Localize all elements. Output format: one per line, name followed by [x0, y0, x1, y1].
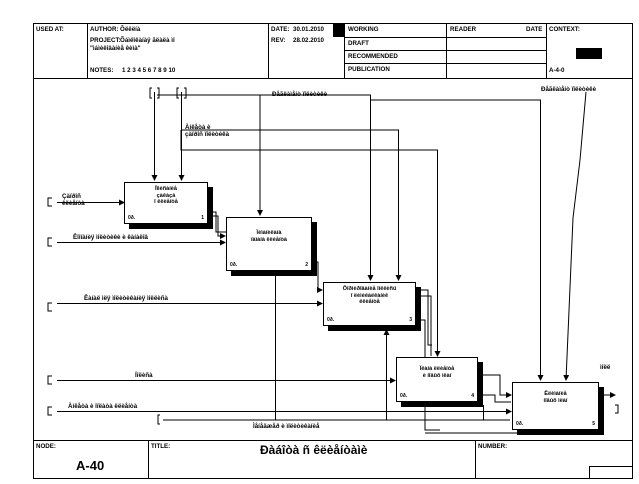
node-value: A-40 [76, 458, 105, 473]
activity-cost: 0ð. [400, 393, 408, 399]
arrow-label-input-2: Êîìïàíèÿ ìîëèòèêè è êàíàëîâ [73, 234, 148, 241]
arrow-label-mechanism: Ìåíåäæåð è ìîëèòèêàíèå [253, 423, 320, 430]
activity-title: Ïîìèñàíèå çàêàçà î ëëèåíòå [154, 186, 178, 205]
activity-number: 1 [201, 215, 204, 221]
title-label: TITLE: [151, 443, 171, 450]
activity-cost: 0ð. [327, 317, 335, 323]
arrow-label-input-1: Çàïðîñ êëèåíòà [62, 193, 85, 207]
diagram-title: Ðàáîòà ñ êëèåíòàìè [260, 443, 368, 457]
activity-box-3[interactable] [323, 282, 416, 326]
activity-number: 5 [592, 421, 595, 427]
activity-box-2[interactable] [226, 217, 312, 271]
activity-box-4[interactable] [396, 357, 478, 402]
rev-label: REV: [271, 37, 286, 44]
arrow-label-input-5: Àíêåòà è îïëàòà ëëèåíòà [68, 403, 138, 410]
author-value: Ôëëëíà [120, 26, 141, 33]
status-recommended: RECOMMENDED [348, 53, 398, 60]
reader-label: READER [450, 26, 477, 33]
status-draft: DRAFT [348, 40, 369, 47]
activity-number: 2 [305, 262, 308, 268]
arrow-label-input-3: Êàíàë ìëÿ ìîëèòèêàíèÿ ìîëëèñà [84, 295, 168, 302]
reader-date-label: DATE [526, 26, 543, 33]
context-label: CONTEXT: [549, 26, 580, 33]
number-label: NUMBER: [478, 443, 508, 450]
activity-cost: 0ð. [128, 215, 136, 221]
arrow-label-top-1: Ðåãëàìåíò ïîëèòèêè [272, 91, 328, 98]
activity-cost: 0ð. [230, 262, 238, 268]
status-publication: PUBLICATION [348, 66, 390, 73]
activity-number: 4 [471, 393, 474, 399]
node-label: NODE: [36, 443, 56, 450]
project-value: Õáìëîêàíàÿ ãëàëà ìî [120, 37, 175, 44]
context-node: A-4-0 [549, 67, 565, 74]
activity-box-5[interactable] [512, 382, 599, 430]
context-thumbnail [576, 48, 602, 59]
used-at-label: USED AT: [36, 26, 64, 33]
arrow-label-input-4: Ïîëèñà [135, 372, 153, 379]
activity-cost: 0ð. [516, 421, 524, 427]
activity-title: Ïèìàíèêàíà ïàìàíà ëëèåíòà [250, 230, 288, 243]
notes-value: 1 2 3 4 5 6 7 8 9 10 [122, 67, 176, 74]
date-label: DATE: [271, 26, 290, 33]
project-label: PROJECT: [90, 37, 121, 44]
activity-title: Êëèìàíèå íîâûõ ìëàí [543, 391, 568, 404]
arrow-label-top-2: Ðåãëàìåíò ïîëèòèêè [541, 86, 597, 93]
activity-box-1[interactable] [124, 182, 208, 224]
date-value: 30.01.2010 [293, 26, 324, 33]
rev-value: 28.02.2010 [293, 37, 324, 44]
arrow-label-control: Àíêåòà è çàïðîñ ïîëèòèêà [185, 124, 230, 138]
activity-title: Ïëàíà ëëèåíòå è íîâûõ ìëàí [419, 366, 455, 379]
notes-label: NOTES: [90, 67, 114, 74]
author-label: AUTHOR: [90, 26, 119, 33]
status-working: WORKING [348, 26, 379, 33]
project-value-line-2: "ìáìèêîâàíèå êèìà" [90, 45, 141, 52]
activity-title: Ôîðìèðîâàíèå ìîëëèñü î ëèìèêàëêàíèê ëëèåíòå [342, 286, 397, 305]
activity-number: 3 [409, 317, 412, 323]
arrow-label-output: ìîëë [600, 364, 611, 371]
working-status-marker [333, 24, 344, 37]
